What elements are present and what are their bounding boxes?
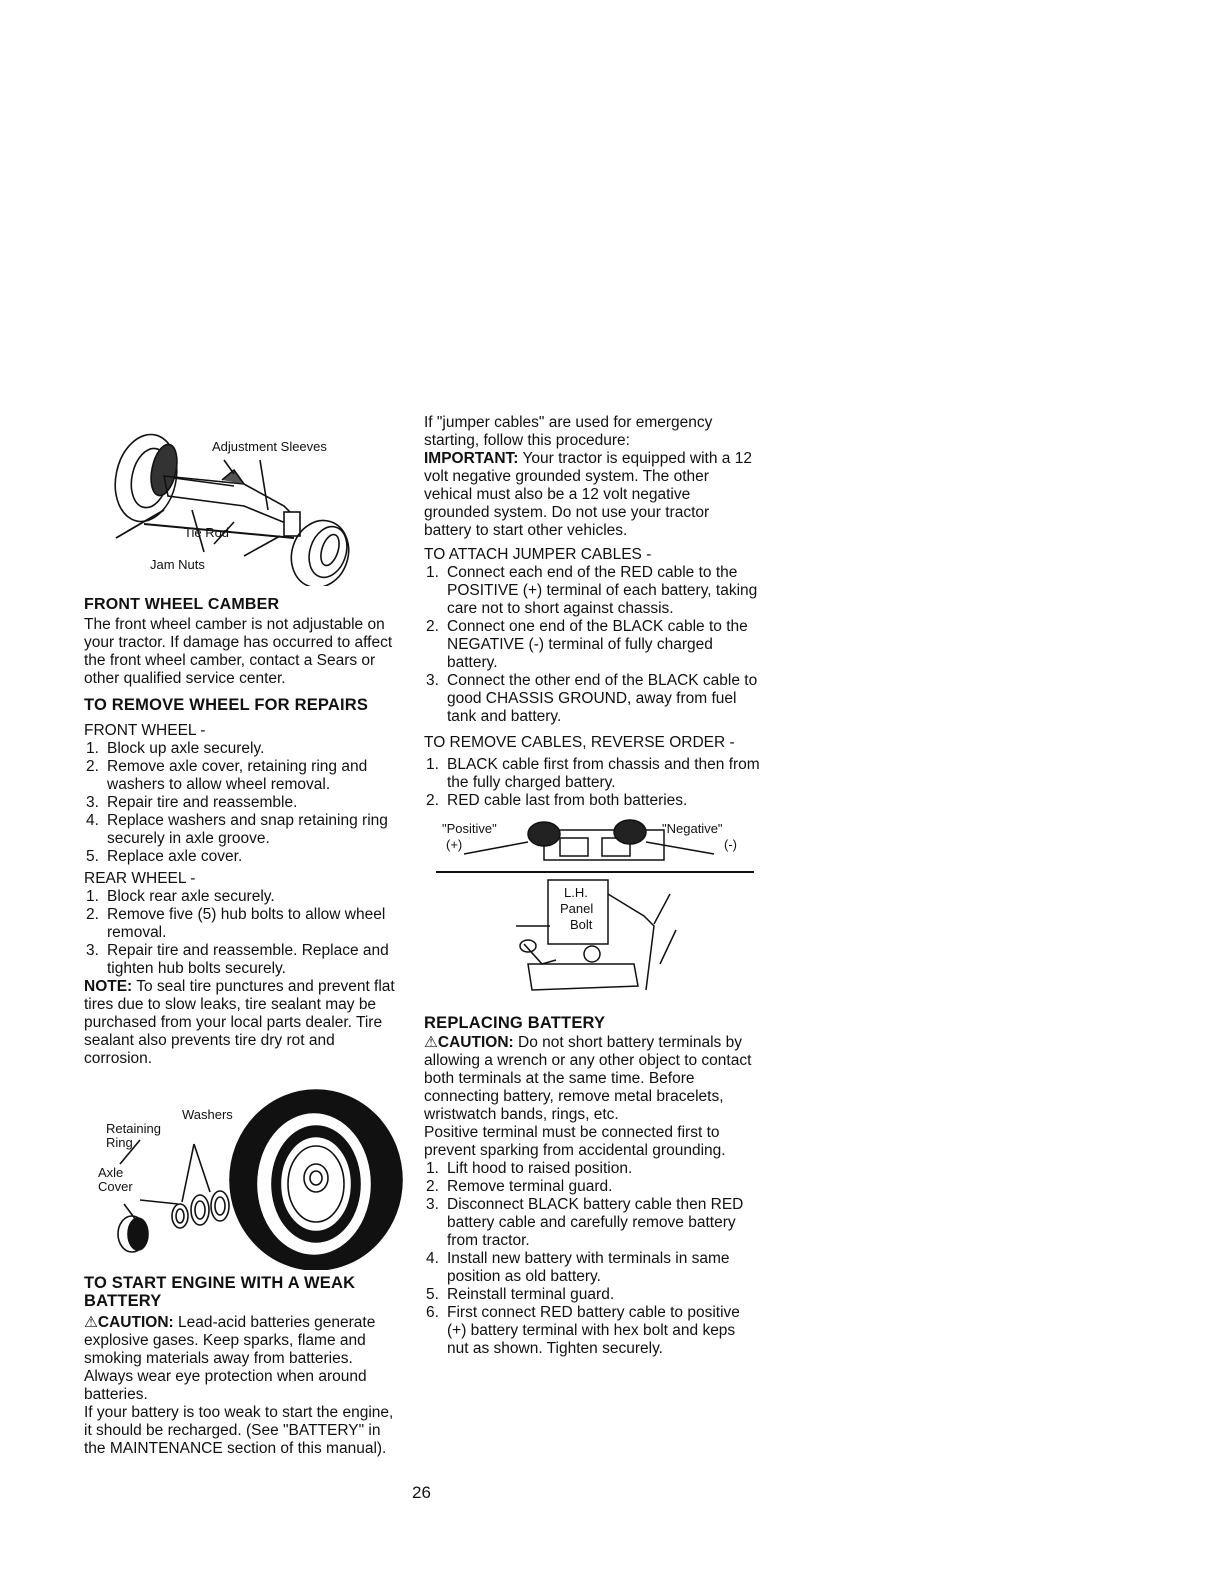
rear-wheel-subheading: REAR WHEEL - (84, 870, 196, 887)
right-column (424, 414, 760, 1358)
front-wheel-subheading: FRONT WHEEL - (84, 722, 206, 739)
wheel-removal-illustration (84, 1080, 404, 1270)
attach-heading: TO ATTACH JUMPER CABLES - (424, 546, 652, 563)
front-wheel-camber-body: The front wheel camber is not adjustable on your tractor. If damage has occurred to affect the front wheel camber, contact a Sears or other qualified service center. (84, 616, 393, 687)
important-label: IMPORTANT: (424, 450, 519, 467)
tire-sealant-note (84, 978, 404, 1068)
positive-label: "Positive" (442, 821, 497, 836)
list-item: 5. Replace axle cover. (86, 848, 243, 865)
retaining-ring-label-2: Ring (106, 1135, 133, 1150)
rear-wheel-steps (84, 888, 404, 978)
warning-icon: ⚠ (424, 1034, 438, 1051)
list-item: 4. Install new battery with terminals in same position as old battery. (426, 1250, 730, 1285)
left-column (84, 414, 404, 1458)
tie-rod-label: Tie Rod (184, 525, 230, 540)
list-item: 1. Lift hood to raised position. (426, 1160, 633, 1177)
remove-cables-heading: TO REMOVE CABLES, REVERSE ORDER - (424, 734, 735, 751)
front-axle-figure (84, 414, 404, 586)
list-item: 6. First connect RED battery cable to positive (+) battery terminal with hex bolt and keps nut as shown. Tighten securely. (426, 1304, 740, 1357)
front-wheel-camber-heading: FRONT WHEEL CAMBER (84, 596, 280, 613)
front-wheel-steps (84, 740, 404, 866)
washers-label: Washers (182, 1107, 233, 1122)
positive-terminal-note: Positive terminal must be connected first to prevent sparking from accidental grounding. (424, 1124, 726, 1159)
jam-nuts-label: Jam Nuts (150, 557, 205, 572)
negative-label: "Negative" (662, 821, 723, 836)
list-item: 2. Connect one end of the BLACK cable to the NEGATIVE (-) terminal of fully charged battery. (426, 618, 748, 671)
positive-symbol: (+) (446, 837, 463, 852)
list-item: 3. Repair tire and reassemble. Replace and tighten hub bolts securely. (86, 942, 389, 977)
page-number: 26 (412, 1483, 431, 1502)
remove-wheel-heading: TO REMOVE WHEEL FOR REPAIRS (84, 696, 369, 714)
list-item: 3. Disconnect BLACK battery cable then RED battery cable and carefully remove battery from tractor. (426, 1196, 744, 1249)
list-item: 2. RED cable last from both batteries. (426, 792, 688, 809)
negative-symbol: (-) (724, 837, 737, 852)
list-item: 1. BLACK cable first from chassis and then from the fully charged battery. (426, 756, 760, 791)
list-item: 1. Block rear axle securely. (86, 888, 275, 905)
adjustment-sleeves-label: Adjustment Sleeves (212, 439, 327, 454)
remove-cables-steps (424, 756, 760, 810)
axle-cover-label-2: Cover (98, 1179, 133, 1194)
list-item: 2. Remove five (5) hub bolts to allow wheel removal. (86, 906, 386, 941)
note-label: NOTE: (84, 978, 133, 995)
jumper-intro: If "jumper cables" are used for emergency starting, follow this procedure: (424, 414, 713, 449)
panel-label: Panel (560, 901, 594, 916)
battery-terminal-figure (424, 814, 760, 1004)
list-item: 2. Remove axle cover, retaining ring and washers to allow wheel removal. (86, 758, 368, 793)
caution-text: Lead-acid batteries generate explosive gases. Keep sparks, flame and smoking materials away from batteries. Always wear eye protection when around batteries. (84, 1314, 376, 1403)
important-text: Your tractor is equipped with a 12 volt negative grounded system. The other vehical must also be a 12 volt negative grounded system. Do not use your tractor battery to start other vehicles. (424, 450, 752, 539)
note-text: To seal tire punctures and prevent flat tires due to slow leaks, tire sealant may be purchased from your local parts dealer. Tire sealant also prevents tire dry rot and corrosion. (84, 978, 395, 1067)
list-item: 3. Repair tire and reassemble. (86, 794, 298, 811)
list-item: 3. Connect the other end of the BLACK cable to good CHASSIS GROUND, away from fuel tank and battery. (426, 672, 758, 725)
wheel-removal-figure (84, 1080, 404, 1270)
retaining-ring-label-1: Retaining (106, 1121, 161, 1136)
lh-label: L.H. (564, 885, 588, 900)
list-item: 5. Reinstall terminal guard. (426, 1286, 615, 1303)
replacing-steps (424, 1160, 760, 1358)
replacing-battery-heading: REPLACING BATTERY (424, 1014, 606, 1032)
list-item: 4. Replace washers and snap retaining ring securely in axle groove. (86, 812, 388, 847)
caution-label: CAUTION: (437, 1034, 514, 1051)
list-item: 2. Remove terminal guard. (426, 1178, 613, 1195)
caution-text: Do not short battery terminals by allowing a wrench or any other object to contact both terminals at the same time. Before connecting battery, remove metal bracelets, wristwatch bands, rings, etc. (424, 1034, 752, 1123)
axle-cover-label-1: Axle (98, 1165, 124, 1180)
list-item: 1. Connect each end of the RED cable to the POSITIVE (+) terminal of each battery, taking care not to short against chassis. (426, 564, 758, 617)
caution-label: CAUTION: (97, 1314, 174, 1331)
attach-steps (424, 564, 760, 726)
weak-battery-caution (84, 1314, 404, 1404)
important-note (424, 450, 760, 540)
warning-icon: ⚠ (84, 1314, 98, 1331)
list-item: 1. Block up axle securely. (86, 740, 265, 757)
weak-battery-heading-2: BATTERY (84, 1292, 162, 1310)
replacing-caution (424, 1034, 760, 1124)
bolt-label: Bolt (570, 917, 593, 932)
weak-battery-body: If your battery is too weak to start the engine, it should be recharged. (See "BATTERY" in the MAINTENANCE section of this manual). (84, 1404, 394, 1457)
weak-battery-heading-1: TO START ENGINE WITH A WEAK (84, 1274, 356, 1292)
